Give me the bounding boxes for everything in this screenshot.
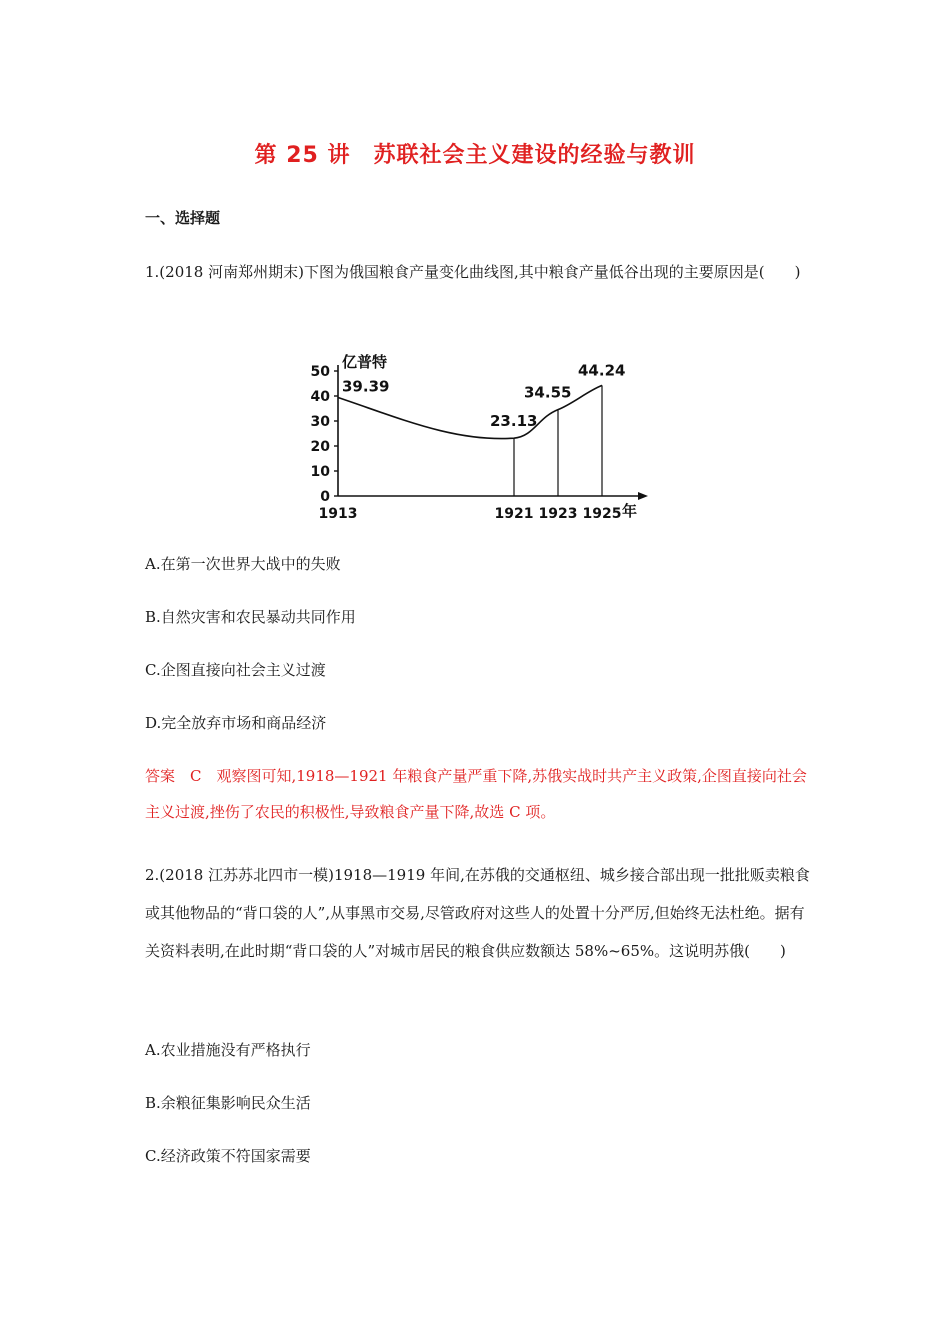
y-tick-label: 30: [310, 414, 330, 430]
y-tick-label: 40: [310, 389, 330, 405]
section-heading: 一、选择题: [145, 209, 221, 227]
y-tick-label: 10: [310, 464, 330, 480]
data-label: 44.24: [578, 361, 626, 380]
q1-option-b: B.自然灾害和农民暴动共同作用: [145, 608, 356, 626]
x-tick-label: 1913: [318, 506, 358, 522]
y-axis-title: 亿普特: [342, 353, 388, 371]
data-label: 23.13: [490, 412, 538, 431]
data-label: 34.55: [524, 383, 572, 402]
x-axis-title: 年: [622, 502, 638, 520]
page-title: 第 25 讲 苏联社会主义建设的经验与教训: [254, 143, 696, 168]
q1-option-c: C.企图直接向社会主义过渡: [145, 661, 326, 679]
x-tick-label: 1921: [494, 506, 534, 522]
x-axis-arrow: [638, 492, 648, 500]
q2-option-b: B.余粮征集影响民众生活: [145, 1094, 311, 1112]
grain-output-chart: [300, 350, 660, 530]
x-tick-label: 1925: [582, 506, 622, 522]
question-1-stem: 1.(2018 河南郑州期末)下图为俄国粮食产量变化曲线图,其中粮食产量低谷出现的主要原因是( ): [145, 263, 801, 281]
y-tick-label: 50: [310, 364, 330, 380]
q2-option-a: A.农业措施没有严格执行: [145, 1041, 311, 1059]
q2-option-c: C.经济政策不符国家需要: [145, 1147, 311, 1165]
chart-series: [338, 385, 602, 496]
q1-option-d: D.完全放弃市场和商品经济: [145, 714, 327, 732]
x-tick-label: 1923: [538, 506, 578, 522]
y-tick-label: 0: [320, 489, 330, 505]
question-2-stem: 2.(2018 江苏苏北四市一模)1918—1919 年间,在苏俄的交通枢纽、城乡接合部出现一批批贩卖粮食或其他物品的“背口袋的人”,从事黑市交易,尽管政府对这些人的处置十分严厉,但始终无法杜绝。据有关资料表明,在此时期“背口袋的人”对城市居民的粮食供应数额达 58%~65%。这说明苏俄( ): [145, 866, 810, 960]
q1-option-a: A.在第一次世界大战中的失败: [145, 555, 341, 573]
data-label: 39.39: [342, 377, 390, 396]
q1-answer: 答案 C 观察图可知,1918—1921 年粮食产量严重下降,苏俄实战时共产主义政策,企图直接向社会主义过渡,挫伤了农民的积极性,导致粮食产量下降,故选 C 项。: [145, 767, 807, 821]
y-tick-label: 20: [310, 439, 330, 455]
